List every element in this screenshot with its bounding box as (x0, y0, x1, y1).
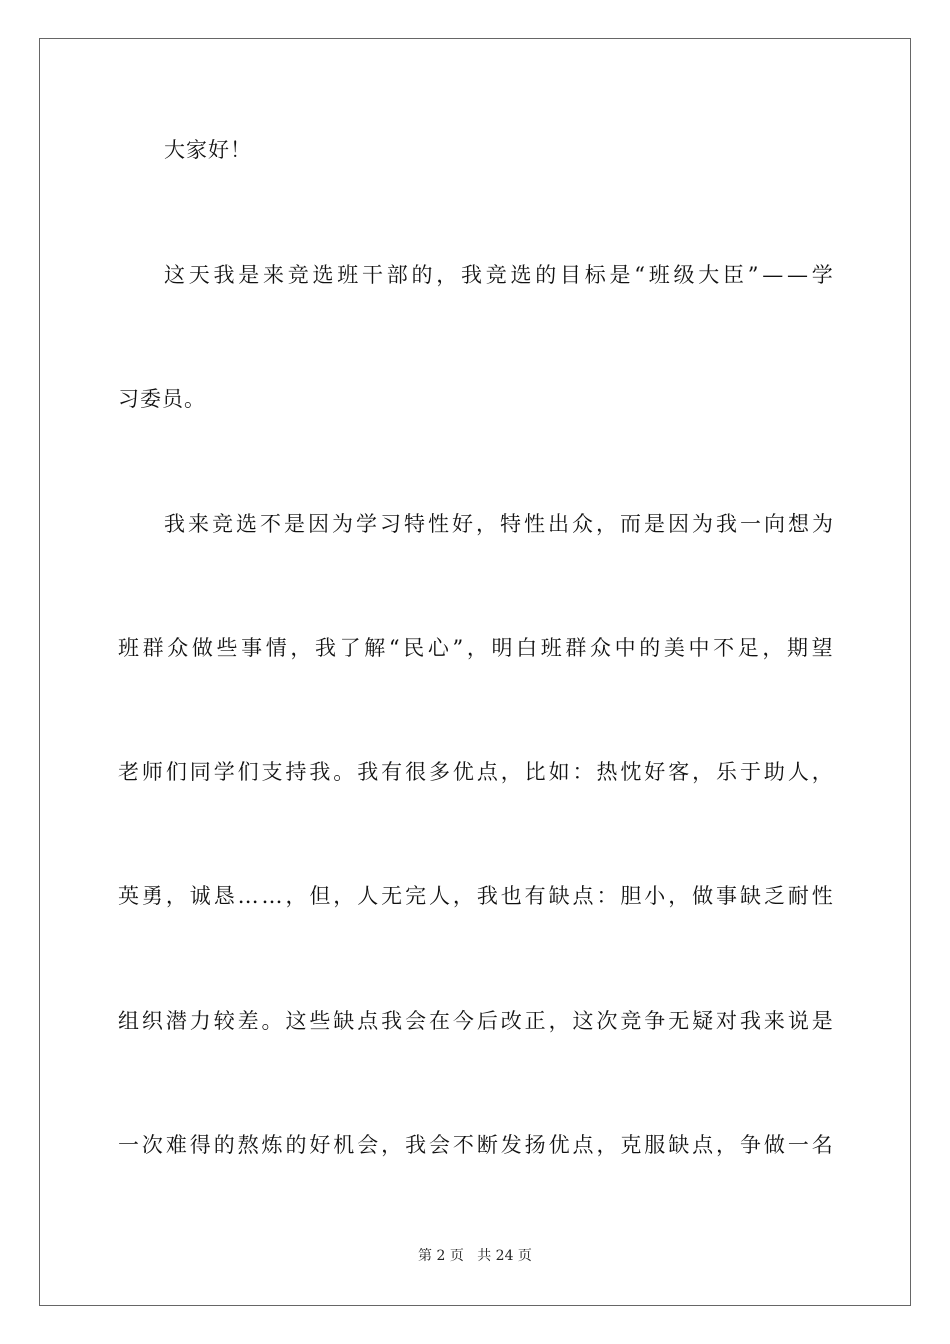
page-number: 第 2 页 (418, 1248, 464, 1264)
text-line-6: 英 勇 ， 诚 恳 … … ， 但 ， 人 无 完 人 ， 我 也 有 缺 点 ： 胆 小 ， 做 事 缺 乏 耐 性 (118, 884, 833, 908)
text-line-3: 我 来 竞 选 不 是 因 为 学 习 特 性 好 ， 特 性 出 众 ， 而 是 因 为 我 一 向 想 为 (164, 512, 833, 536)
page-total: 共 24 页 (477, 1248, 532, 1264)
text-line-4: 班 群 众 做 些 事 情 ， 我 了 解 “ 民 心 ” ， 明 白 班 群 众 中 的 美 中 不 足 ， 期 望 (118, 636, 833, 660)
page-border (39, 38, 911, 1306)
text-line-2: 习委员。 (118, 387, 206, 411)
text-line-7: 组 织 潜 力 较 差 。 这 些 缺 点 我 会 在 今 后 改 正 ， 这 次 竞 争 无 疑 对 我 来 说 是 (118, 1009, 833, 1033)
text-line-greeting: 大家好！ (164, 138, 252, 162)
page-footer (0, 1246, 950, 1266)
text-line-5: 老 师 们 同 学 们 支 持 我 。 我 有 很 多 优 点 ， 比 如 ： 热 忱 好 客 ， 乐 于 助 人 ， (118, 760, 833, 784)
text-line-8: 一 次 难 得 的 熬 炼 的 好 机 会 ， 我 会 不 断 发 扬 优 点 ， 克 服 缺 点 ， 争 做 一 名 (118, 1133, 833, 1157)
text-line-1: 这 天 我 是 来 竞 选 班 干 部 的 ， 我 竞 选 的 目 标 是 “ 班 级 大 臣 ” — — 学 (164, 263, 833, 287)
